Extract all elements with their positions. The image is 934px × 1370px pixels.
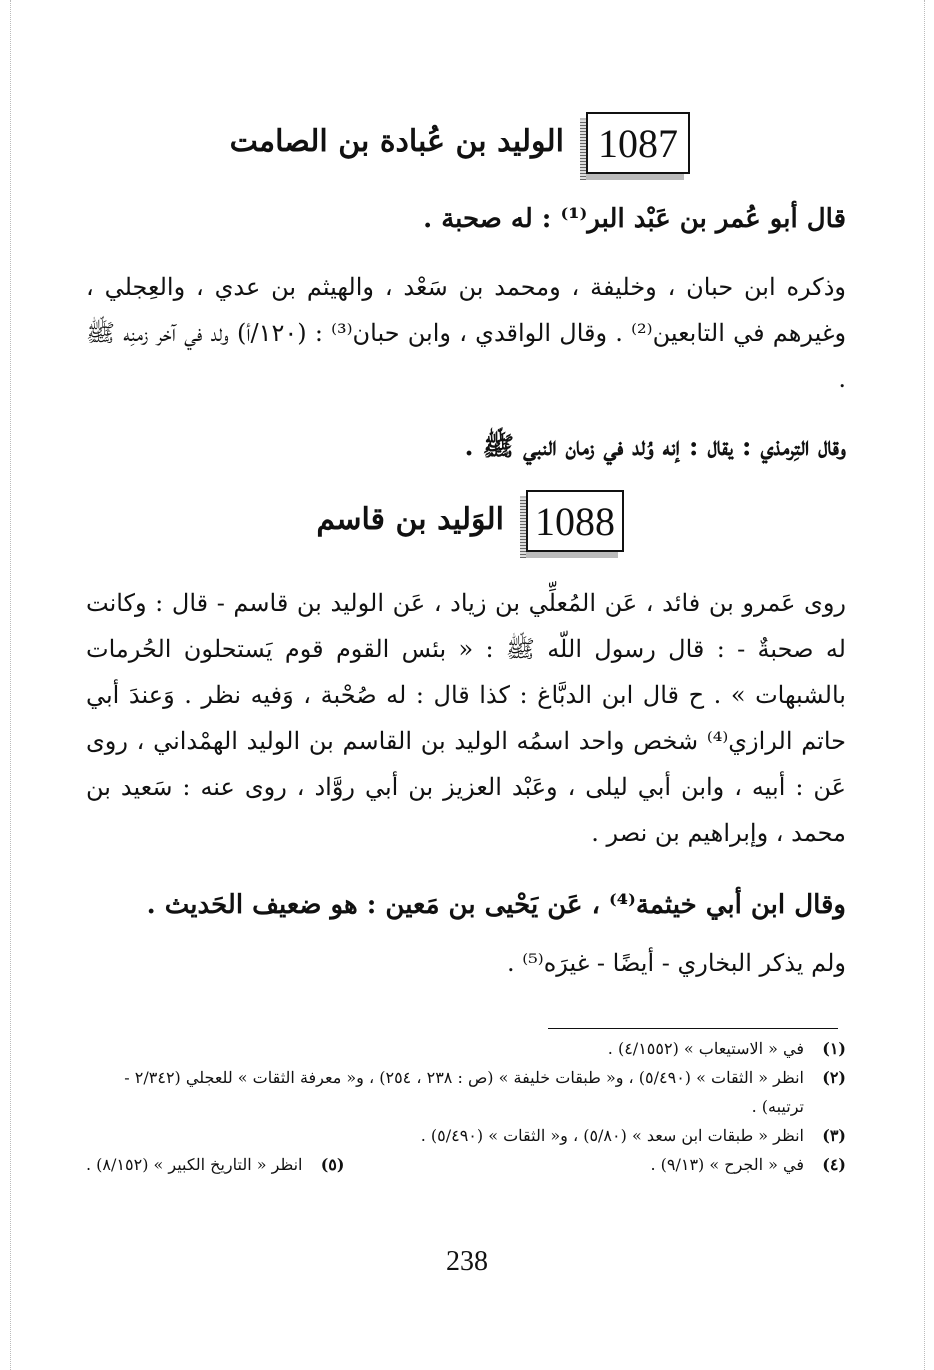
scan-edge-left: [10, 0, 11, 1370]
entry-1087-line-3: وقال التِرمذي : يقال : إنه وُلد في زمان النبي ﷺ .: [464, 432, 846, 462]
scan-edge-right: [924, 0, 925, 1370]
footnote-number: (٤): [822, 1155, 846, 1174]
footnote-5: [86, 1150, 344, 1179]
footnote-number: (٣): [822, 1126, 846, 1145]
footnote-number: (٥): [320, 1155, 345, 1174]
footnote-3: [86, 1121, 846, 1150]
entry-title: الوَليد بن قاسم: [316, 502, 504, 537]
entry-title: الوليد بن عُبادة بن الصامت: [229, 124, 564, 159]
footnote-text: في « الجرح » (٩/١٣) .: [650, 1155, 804, 1174]
entry-number-box: [526, 490, 624, 552]
footnote-row-4-5: [86, 1150, 846, 1179]
page-number: 238: [446, 1246, 488, 1277]
footnote-number: (٢): [822, 1068, 846, 1087]
entry-1087-paragraph: وذكره ابن حبان ، وخليفة ، ومحمد بن سَعْد ، والهيثم بن عدي ، والعِجلي ، وغيرهم في التابعين⁽²⁾ . وقال الواقدي ، وابن حبان⁽³⁾ : (١٢٠/أ) ولد في آخر زمنِه ﷺ .: [86, 273, 847, 393]
entry-1087-header: [0, 106, 934, 186]
footnote-4: [650, 1150, 846, 1179]
entry-1088-line-2: وقال ابن أبي خيثمة⁽⁴⁾ ، عَن يَحْيى بن مَعين : هو ضعيف الحَديث .: [146, 890, 846, 920]
entry-number-box: [586, 112, 690, 174]
entry-number: 1088: [535, 498, 615, 544]
footnote-text: في « الاستيعاب » (٤/١٥٥٢) .: [607, 1039, 804, 1058]
footnote-separator: [548, 1028, 838, 1029]
footnote-2: [86, 1063, 846, 1121]
entry-1088-paragraph: روى عَمرو بن فائد ، عَن المُعلِّي بن زياد ، عَن الوليد بن قاسم - قال : وكانت له صحبةٌ - : قال رسول اللّه ﷺ : « بئس القوم قوم يَستحلون الحُرمات بالشبهات » . ح قال ابن الدبَّاغ : كذا قال : له صُحْبة ، وَفيه نظر . وَعندَ أبي حاتم الرازي⁽⁴⁾ شخص واحد اسمُه الوليد بن القاسم بن الوليد الهمْداني ، روى عَن : أبيه ، وابن أبي ليلى ، وعَبْد العزيز بن أبي روَّاد ، روى عنه : سَعيد بن محمد ، وإبراهيم بن نصر .: [86, 589, 846, 847]
entry-1087-line-1: قال أبو عُمر بن عَبْد البر⁽¹⁾ : له صحبة .: [423, 204, 846, 234]
footnote-text: انظر « الثقات » (٥/٤٩٠) ، و« طبقات خليفة » (ص : ٢٣٨ ، ٢٥٤) ، و« معرفة الثقات » للعجلي (٢/٣٤٢ - ترتيبه) .: [124, 1068, 804, 1116]
footnote-text: انظر « التاريخ الكبير » (٨/١٥٢) .: [86, 1155, 303, 1174]
footnote-1: [86, 1034, 846, 1063]
footnotes: [86, 1034, 846, 1179]
entry-1088-line-3: ولم يذكر البخاري - أيضًا - غيرَه⁽⁵⁾ .: [507, 949, 846, 977]
entry-1088-header: [0, 484, 934, 564]
footnote-text: انظر « طبقات ابن سعد » (٥/٨٠) ، و« الثقات » (٥/٤٩٠) .: [420, 1126, 804, 1145]
footnote-number: (١): [822, 1039, 846, 1058]
entry-number: 1087: [598, 120, 678, 166]
